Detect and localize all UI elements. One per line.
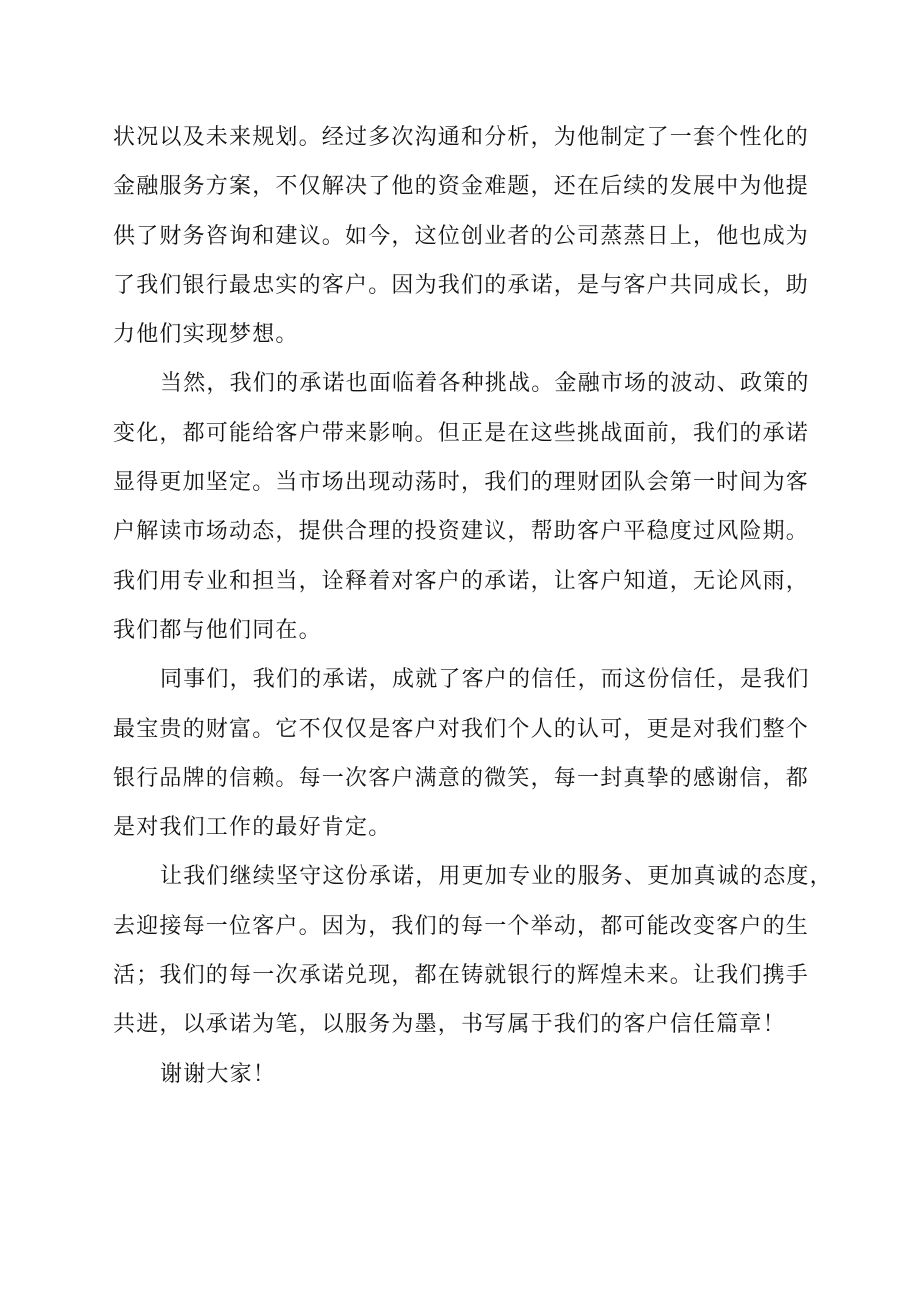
text-line: 户解读市场动态，提供合理的投资建议，帮助客户平稳度过风险期。 bbox=[113, 519, 810, 545]
text-line: 最宝贵的财富。它不仅仅是客户对我们个人的认可，更是对我们整个 bbox=[113, 716, 810, 742]
text-line: 我们都与他们同在。 bbox=[113, 617, 322, 643]
text-line: 共进，以承诺为笔，以服务为墨，书写属于我们的客户信任篇章！ bbox=[113, 1012, 786, 1038]
text-line: 状况以及未来规划。经过多次沟通和分析，为他制定了一套个性化的 bbox=[113, 125, 810, 150]
document-body bbox=[113, 113, 833, 1099]
paragraph-first-line: 同事们，我们的承诺，成就了客户的信任，而这份信任，是我们 bbox=[160, 667, 810, 693]
text-line: 力他们实现梦想。 bbox=[113, 322, 299, 348]
text-line: 银行品牌的信赖。每一次客户满意的微笑，每一封真挚的感谢信，都 bbox=[113, 765, 810, 791]
text-line: 金融服务方案，不仅解决了他的资金难题，还在后续的发展中为他提 bbox=[113, 174, 810, 200]
text-line: 去迎接每一位客户。因为，我们的每一个举动，都可能改变客户的生 bbox=[113, 913, 810, 939]
text-line: 供了财务咨询和建议。如今，这位创业者的公司蒸蒸日上，他也成为 bbox=[113, 223, 810, 249]
text-line: 显得更加坚定。当市场出现动荡时，我们的理财团队会第一时间为客 bbox=[113, 470, 810, 496]
text-line: 了我们银行最忠实的客户。因为我们的承诺，是与客户共同成长，助 bbox=[113, 272, 810, 298]
text-line: 活；我们的每一次承诺兑现，都在铸就银行的辉煌未来。让我们携手 bbox=[113, 963, 810, 989]
text-line: 变化，都可能给客户带来影响。但正是在这些挑战面前，我们的承诺 bbox=[113, 420, 810, 446]
paragraph-first-line: 让我们继续坚守这份承诺，用更加专业的服务、更加真诚的态度， bbox=[160, 864, 833, 890]
text-line: 我们用专业和担当，诠释着对客户的承诺，让客户知道，无论风雨， bbox=[113, 568, 810, 594]
paragraph-first-line: 当然，我们的承诺也面临着各种挑战。金融市场的波动、政策的 bbox=[160, 371, 810, 397]
text-line: 是对我们工作的最好肯定。 bbox=[113, 815, 392, 841]
closing-line: 谢谢大家！ bbox=[160, 1061, 277, 1087]
